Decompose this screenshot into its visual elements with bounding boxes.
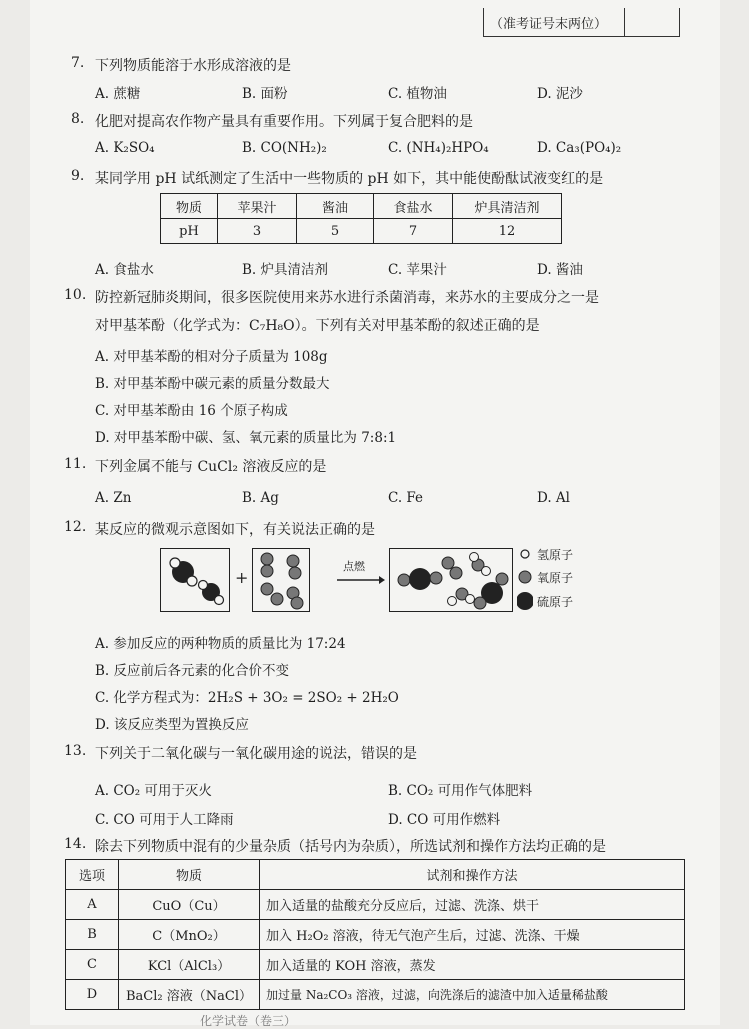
- q13-number: 13.: [64, 743, 87, 759]
- q12-text: 某反应的微观示意图如下，有关说法正确的是: [95, 522, 375, 538]
- q14-text: 除去下列物质中混有的少量杂质（括号内为杂质），所选试剂和操作方法均正确的是: [95, 839, 606, 855]
- q8-option-a: A. K₂SO₄: [95, 140, 155, 156]
- q9-th-salt-water: 食盐水: [374, 194, 453, 219]
- reactant-box-o2: [252, 548, 310, 612]
- product-molecules: [390, 549, 512, 611]
- q12-option-a: A. 参加反应的两种物质的质量比为 17:24: [95, 636, 346, 652]
- q14-row-b-option: B: [66, 920, 119, 950]
- q12-number: 12.: [64, 519, 87, 535]
- legend-hydrogen: 氢原子: [537, 548, 574, 562]
- q7-option-c: C. 植物油: [388, 86, 447, 102]
- q10-option-b: B. 对甲基苯酚中碳元素的质量分数最大: [95, 376, 330, 392]
- q10-number: 10.: [64, 287, 87, 303]
- q14-row-d-substance: BaCl₂ 溶液（NaCl）: [119, 980, 260, 1010]
- plus-sign: +: [235, 568, 249, 587]
- q14-row-c-substance: KCl（AlCl₃）: [119, 950, 260, 980]
- q9-th-apple-juice: 苹果汁: [218, 194, 297, 219]
- q9-td-ph: pH: [161, 219, 218, 244]
- q14-number: 14.: [64, 836, 87, 852]
- q14-row-b-substance: C（MnO₂）: [119, 920, 260, 950]
- q10-option-d: D. 对甲基苯酚中碳、氢、氧元素的质量比为 7:8:1: [95, 430, 397, 446]
- legend-oxygen: 氧原子: [537, 571, 574, 585]
- q14-row-d-method: 加过量 Na₂CO₃ 溶液，过滤，向洗涤后的滤渣中加入适量稀盐酸: [260, 980, 685, 1010]
- exam-number-label: （准考证号末两位）: [490, 17, 608, 32]
- q11-option-b: B. Ag: [242, 490, 279, 506]
- q13-text: 下列关于二氧化碳与一氧化碳用途的说法，错误的是: [95, 746, 417, 762]
- q14-th-method: 试剂和操作方法: [260, 860, 685, 890]
- q7-number: 7.: [71, 55, 85, 71]
- q14-row-b-method: 加入 H₂O₂ 溶液，待无气泡产生后，过滤、洗涤、干燥: [260, 920, 685, 950]
- q13-option-c: C. CO 可用于人工降雨: [95, 812, 234, 828]
- q9-th-oven-cleaner: 炉具清洁剂: [453, 194, 562, 219]
- q11-number: 11.: [64, 456, 87, 472]
- q12-reaction-diagram: [145, 546, 625, 616]
- q9-td-apple-juice: 3: [218, 219, 297, 244]
- o2-molecules: [253, 549, 309, 611]
- q11-option-a: A. Zn: [95, 490, 132, 506]
- q14-row-a-method: 加入适量的盐酸充分反应后，过滤、洗涤、烘干: [260, 890, 685, 920]
- q14-row-d-option: D: [66, 980, 119, 1010]
- q11-option-d: D. Al: [537, 490, 570, 506]
- q9-th-substance: 物质: [161, 194, 218, 219]
- product-box: [389, 548, 513, 612]
- box-divider: [624, 8, 625, 36]
- q14-table: [65, 859, 685, 1010]
- q13-option-b: B. CO₂ 可用作气体肥料: [388, 783, 533, 799]
- q14-row-c-option: C: [66, 950, 119, 980]
- q8-option-d: D. Ca₃(PO₄)₂: [537, 140, 622, 156]
- q9-option-c: C. 苹果汁: [388, 262, 447, 278]
- exam-number-box: [483, 8, 680, 37]
- q14-row-a-substance: CuO（Cu）: [119, 890, 260, 920]
- q9-th-soy-sauce: 酱油: [297, 194, 374, 219]
- q9-option-b: B. 炉具清洁剂: [242, 262, 329, 278]
- q9-number: 9.: [71, 168, 85, 184]
- q7-text: 下列物质能溶于水形成溶液的是: [95, 58, 291, 74]
- q11-text: 下列金属不能与 CuCl₂ 溶液反应的是: [95, 459, 327, 475]
- arrow-label: 点燃: [343, 560, 365, 573]
- q10-text-line2: 对甲基苯酚（化学式为：C₇H₈O）。下列有关对甲基苯酚的叙述正确的是: [95, 318, 540, 334]
- q14-th-option: 选项: [66, 860, 119, 890]
- legend-sulfur: 硫原子: [537, 595, 574, 609]
- q14-row-c-method: 加入适量的 KOH 溶液，蒸发: [260, 950, 685, 980]
- q9-option-d: D. 酱油: [537, 262, 583, 278]
- q7-option-a: A. 蔗糖: [95, 86, 141, 102]
- q8-option-c: C. (NH₄)₂HPO₄: [388, 140, 489, 156]
- q12-option-d: D. 该反应类型为置换反应: [95, 717, 249, 733]
- legend-icons: [517, 546, 533, 612]
- q12-option-c: C. 化学方程式为：2H₂S + 3O₂ = 2SO₂ + 2H₂O: [95, 690, 399, 706]
- q13-option-d: D. CO 可用作燃料: [388, 812, 501, 828]
- q10-text-line1: 防控新冠肺炎期间，很多医院使用来苏水进行杀菌消毒，来苏水的主要成分之一是: [95, 290, 599, 306]
- q12-option-b: B. 反应前后各元素的化合价不变: [95, 663, 290, 679]
- q9-option-a: A. 食盐水: [95, 262, 154, 278]
- q11-option-c: C. Fe: [388, 490, 424, 506]
- q14-th-substance: 物质: [119, 860, 260, 890]
- arrow-icon: [335, 574, 385, 586]
- q13-option-a: A. CO₂ 可用于灭火: [95, 783, 212, 799]
- q8-option-b: B. CO(NH₂)₂: [242, 140, 327, 156]
- q7-option-d: D. 泥沙: [537, 86, 583, 102]
- q9-td-oven-cleaner: 12: [453, 219, 562, 244]
- q8-text: 化肥对提高农作物产量具有重要作用。下列属于复合肥料的是: [95, 114, 473, 130]
- q9-ph-table: [160, 193, 562, 244]
- q9-td-salt-water: 7: [374, 219, 453, 244]
- page-footer: 化学试卷（卷三）: [200, 1014, 297, 1028]
- q9-td-soy-sauce: 5: [297, 219, 374, 244]
- q14-row-a-option: A: [66, 890, 119, 920]
- h2s-molecules: [161, 549, 229, 611]
- q10-option-a: A. 对甲基苯酚的相对分子质量为 108g: [95, 349, 328, 365]
- q8-number: 8.: [71, 111, 85, 127]
- q7-option-b: B. 面粉: [242, 86, 288, 102]
- q9-text: 某同学用 pH 试纸测定了生活中一些物质的 pH 如下，其中能使酚酞试液变红的是: [95, 171, 604, 187]
- reactant-box-h2s: [160, 548, 230, 612]
- q10-option-c: C. 对甲基苯酚由 16 个原子构成: [95, 403, 288, 419]
